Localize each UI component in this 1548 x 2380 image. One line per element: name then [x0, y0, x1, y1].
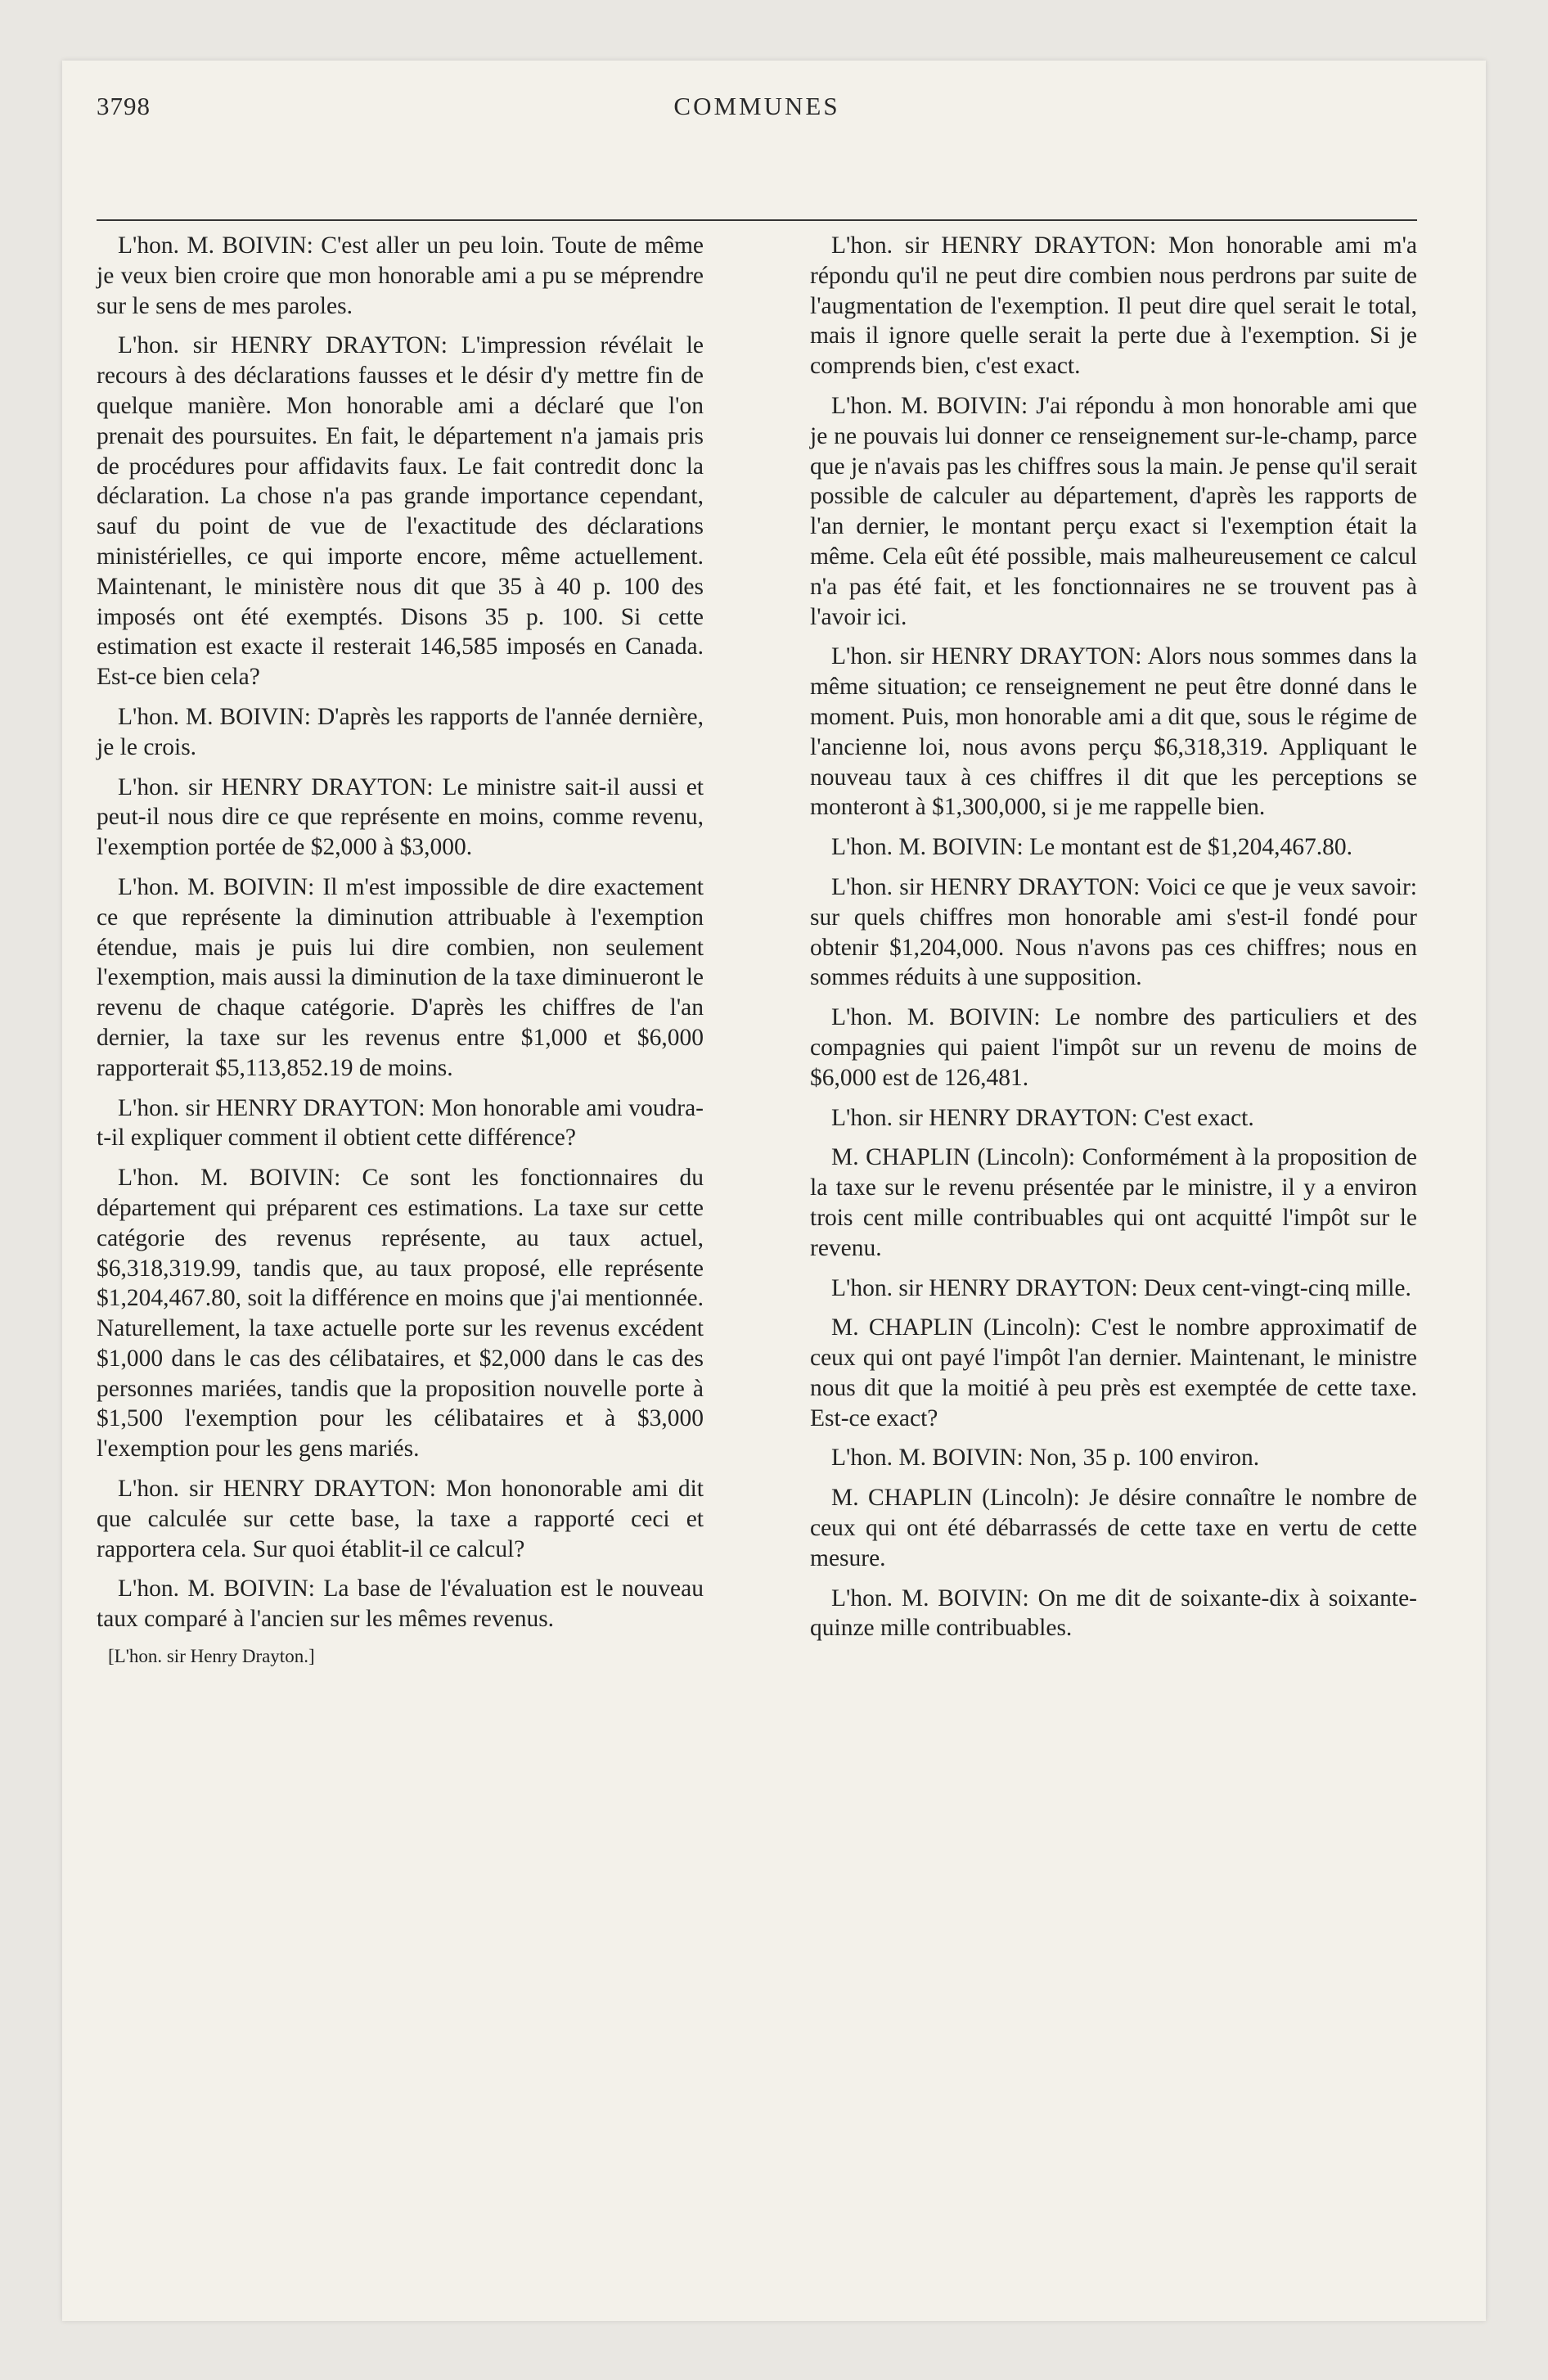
footer-note: [L'hon. sir Henry Drayton.]	[108, 1646, 315, 1667]
paragraph: M. CHAPLIN (Lincoln): Conformément à la proposition de la taxe sur le revenu présentée par le ministre, il y a environ trois cent mille contribuables qui ont acquitté l'impôt sur le revenu.	[810, 1144, 1417, 1261]
paragraph: L'hon. M. BOIVIN: C'est aller un peu loin. Toute de même je veux bien croire que mon honorable ami a pu se méprendre sur le sens de mes paroles.	[97, 232, 704, 319]
paragraph: L'hon. M. BOIVIN: Ce sont les fonctionnaires du département qui préparent ces estimations. La taxe sur cette catégorie des revenus représente, au taux actuel, $6,318,319.99, tandis que, au taux proposé, elle représente $1,204,467.80, soit la différence en moins que j'ai mentionnée. Naturellement, la taxe actuelle porte sur les revenus excédent $1,000 dans le cas des célibataires, et $2,000 dans le cas des personnes mariées, tandis que la proposition nouvelle porte à $1,500 l'exemption pour les célibataires et à $3,000 l'exemption pour les gens mariés.	[97, 1165, 704, 1463]
paragraph: L'hon. M. BOIVIN: Le nombre des particuliers et des compagnies qui paient l'impôt sur un revenu de moins de $6,000 est de 126,481.	[810, 1004, 1417, 1091]
paragraph: L'hon. M. BOIVIN: Il m'est impossible de dire exactement ce que représente la diminution attribuable à l'exemption étendue, mais je puis lui dire combien, non seulement l'exemption, mais aussi la diminution de la taxe diminueront le revenu de chaque catégorie. D'après les chiffres de l'an dernier, la taxe sur les revenus entre $1,000 et $6,000 rapporterait $5,113,852.19 de moins.	[97, 873, 704, 1081]
running-title: COMMUNES	[673, 92, 840, 120]
paragraph: L'hon. sir HENRY DRAYTON: C'est exact.	[831, 1104, 1254, 1131]
paragraph: L'hon. sir HENRY DRAYTON: L'impression révélait le recours à des déclarations fausses et le désir d'y mettre fin de quelque manière. Mon honorable ami a déclaré que l'on prenait des poursuites. En fait, le département n'a jamais pris de procédures pour affidavits faux. Le fait contredit donc la déclaration. La chose n'a pas grande importance cependant, sauf du point de vue de l'exactitude des déclarations ministérielles, ce qui importe encore, même actuellement. Maintenant, le ministère nous dit que 35 à 40 p. 100 des imposés ont été exemptés. Disons 35 p. 100. Si cette estimation est exacte il resterait 146,585 imposés en Canada. Est-ce bien cela?	[97, 332, 704, 691]
header-rule	[97, 219, 1417, 221]
paragraph: L'hon. sir HENRY DRAYTON: Voici ce que je veux savoir: sur quels chiffres mon honorable ami s'est-il fondé pour obtenir $1,204,000. Nous n'avons pas ces chiffres; nous en sommes réduits à une supposition.	[810, 873, 1417, 991]
page-number: 3798	[97, 92, 151, 120]
paragraph: L'hon. sir HENRY DRAYTON: Deux cent-vingt-cinq mille.	[831, 1274, 1411, 1301]
paragraph: L'hon. sir HENRY DRAYTON: Alors nous sommes dans la même situation; ce renseignement ne peut être donné dans le moment. Puis, mon honorable ami a dit que, sous le régime de l'ancienne loi, nous avons perçu $6,318,319. Appliquant le nouveau taux à ces chiffres il dit que les perceptions se monteront à $1,300,000, si je me rappelle bien.	[810, 643, 1417, 821]
paragraph: L'hon. M. BOIVIN: Non, 35 p. 100 environ.	[831, 1445, 1260, 1472]
paragraph: L'hon. M. BOIVIN: J'ai répondu à mon honorable ami que je ne pouvais lui donner ce renseignement sur-le-champ, parce que je n'avais pas les chiffres sous la main. Je pense qu'il serait possible de calculer au département, d'après les rapports de l'an dernier, le montant perçu exact si l'exemption était la même. Cela eût été possible, mais malheureusement ce calcul n'a pas été fait, et les fonctionnaires ne se trouvent pas à l'avoir ici.	[810, 392, 1417, 630]
paragraph: L'hon. sir HENRY DRAYTON: Mon honorable ami voudra-t-il expliquer comment il obtient cette différence?	[97, 1094, 704, 1152]
page-header	[97, 92, 1417, 141]
paragraph: L'hon. M. BOIVIN: On me dit de soixante-dix à soixante-quinze mille contribuables.	[810, 1584, 1417, 1642]
paragraph: L'hon. sir HENRY DRAYTON: Mon honorable ami m'a répondu qu'il ne peut dire combien nous perdrons par suite de l'augmentation de l'exemption. Il peut dire quel serait le total, mais il ignore quelle serait la perte due à l'exemption. Si je comprends bien, c'est exact.	[810, 232, 1417, 380]
paragraph: L'hon. sir HENRY DRAYTON: Mon hononorable ami dit que calculée sur cette base, la taxe a rapporté ceci et rapportera cela. Sur quoi établit-il ce calcul?	[97, 1476, 704, 1562]
paragraph: L'hon. M. BOIVIN: La base de l'évaluation est le nouveau taux comparé à l'ancien sur les mêmes revenus.	[97, 1575, 704, 1633]
paragraph: L'hon. M. BOIVIN: D'après les rapports de l'année dernière, je le crois.	[97, 703, 704, 760]
paragraph: M. CHAPLIN (Lincoln): Je désire connaître le nombre de ceux qui ont été débarrassés de cette taxe en vertu de cette mesure.	[810, 1485, 1417, 1571]
paragraph: L'hon. M. BOIVIN: Le montant est de $1,204,467.80.	[831, 834, 1353, 861]
right-column	[810, 231, 1417, 1653]
left-column	[97, 231, 704, 1679]
paragraph: L'hon. sir HENRY DRAYTON: Le ministre sait-il aussi et peut-il nous dire ce que représente en moins, comme revenu, l'exemption portée de $2,000 à $3,000.	[97, 773, 704, 861]
paragraph: M. CHAPLIN (Lincoln): C'est le nombre approximatif de ceux qui ont payé l'impôt l'an dernier. Maintenant, le ministre nous dit que la moitié à peu près est exemptée de cette taxe. Est-ce exact?	[810, 1314, 1417, 1431]
